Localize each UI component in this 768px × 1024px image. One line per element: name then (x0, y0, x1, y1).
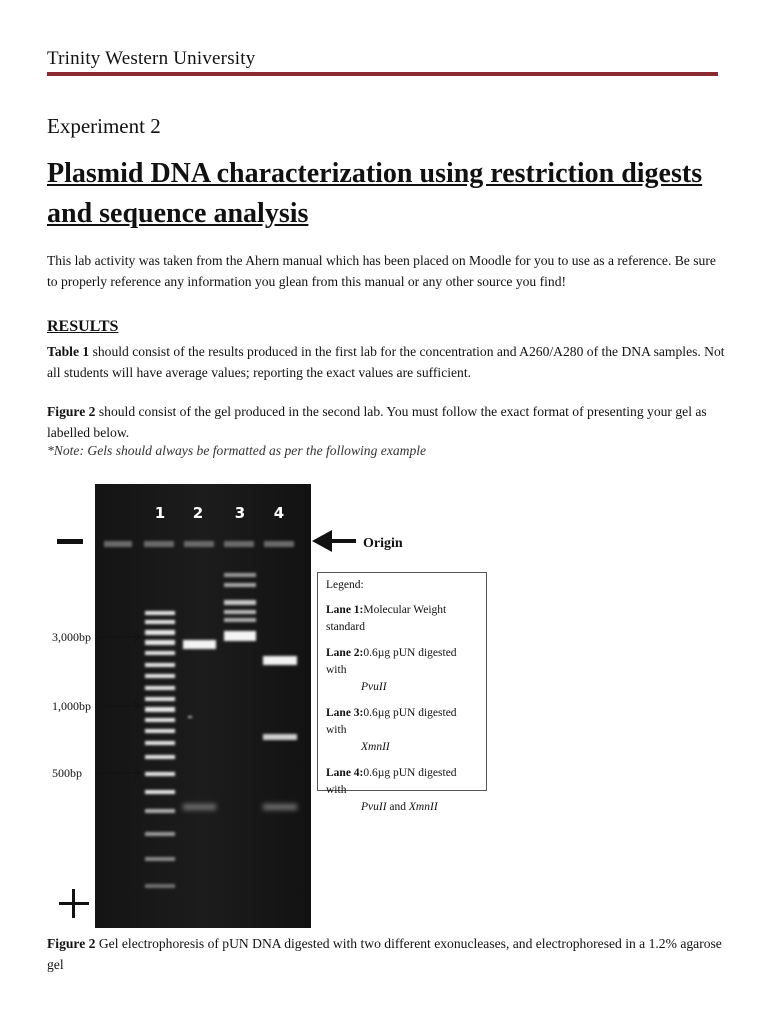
intro-paragraph: This lab activity was taken from the Ahern manual which has been placed on Moodle for you to use as a reference. Be sure to properly reference any information you glean from this manual or any other source you find! (47, 253, 716, 289)
figure-label: Figure 2 (47, 404, 96, 419)
legend-lane-4-enzyme-2: XmnII (408, 801, 438, 813)
plus-sign-icon (59, 889, 89, 918)
formatting-note: *Note: Gels should always be formatted as per the following example (47, 443, 427, 458)
legend-lane-4-enzyme-1: PvuII (361, 801, 387, 813)
table-label: Table 1 (47, 344, 90, 359)
lane-number-3: 3 (234, 504, 246, 522)
legend-lane-4-and: and (386, 801, 409, 813)
legend-entry-lane-1 (326, 602, 478, 636)
origin-arrow-icon (312, 530, 356, 552)
minus-sign-icon (57, 539, 83, 544)
legend-title: Legend: (326, 579, 364, 591)
figure-caption (47, 933, 727, 975)
legend-lane-1-text-2: standard (326, 621, 365, 633)
legend-entry-lane-4 (326, 765, 478, 816)
legend-lane-2-label: Lane 2: (326, 647, 364, 659)
legend-lane-3-enzyme: XmnII (361, 741, 390, 753)
legend-lane-1-text: Molecular Weight (363, 604, 447, 616)
legend-lane-2-enzyme: PvuII (361, 681, 387, 693)
legend-lane-4-text: 0.6µg pUN digested with (326, 767, 457, 796)
experiment-label: Experiment 2 (47, 114, 161, 138)
lane-number-1: 1 (154, 504, 166, 522)
legend-lane-2-text: 0.6µg pUN digested with (326, 647, 457, 676)
results-heading: RESULTS (47, 318, 119, 335)
legend-entry-lane-2 (326, 645, 478, 696)
table-text: should consist of the results produced in the first lab for the concentration and A260/A280 of the DNA samples. Not all students will have average values; reporting the exact values are sufficient. (47, 344, 725, 380)
table-description (47, 341, 727, 383)
header-divider (47, 72, 718, 76)
marker-3000bp: 3,000bp (52, 630, 91, 644)
origin-label: Origin (363, 536, 403, 551)
legend-lane-1-label: Lane 1: (326, 604, 364, 616)
figure-description (47, 401, 727, 443)
caption-text: Gel electrophoresis of pUN DNA digested with two different exonucleases, and electrophoresed in a 1.2% agarose gel (47, 936, 722, 972)
legend-entry-lane-3 (326, 705, 478, 756)
institution-header: Trinity Western University (47, 48, 256, 69)
legend-lane-4-label: Lane 4: (326, 767, 364, 779)
legend-lane-3-label: Lane 3: (326, 707, 364, 719)
caption-label: Figure 2 (47, 936, 96, 951)
lane-number-4: 4 (273, 504, 285, 522)
gel-legend (317, 572, 487, 813)
figure-text: should consist of the gel produced in the second lab. You must follow the exact format of presenting your gel as labelled below. (47, 404, 707, 440)
marker-1000bp: 1,000bp (52, 699, 91, 713)
legend-lane-3-text: 0.6µg pUN digested with (326, 707, 457, 736)
marker-500bp: 500bp (52, 766, 82, 780)
page-title: Plasmid DNA characterization using restriction digests and sequence analysis (47, 158, 703, 229)
lane-number-2: 2 (192, 504, 204, 522)
